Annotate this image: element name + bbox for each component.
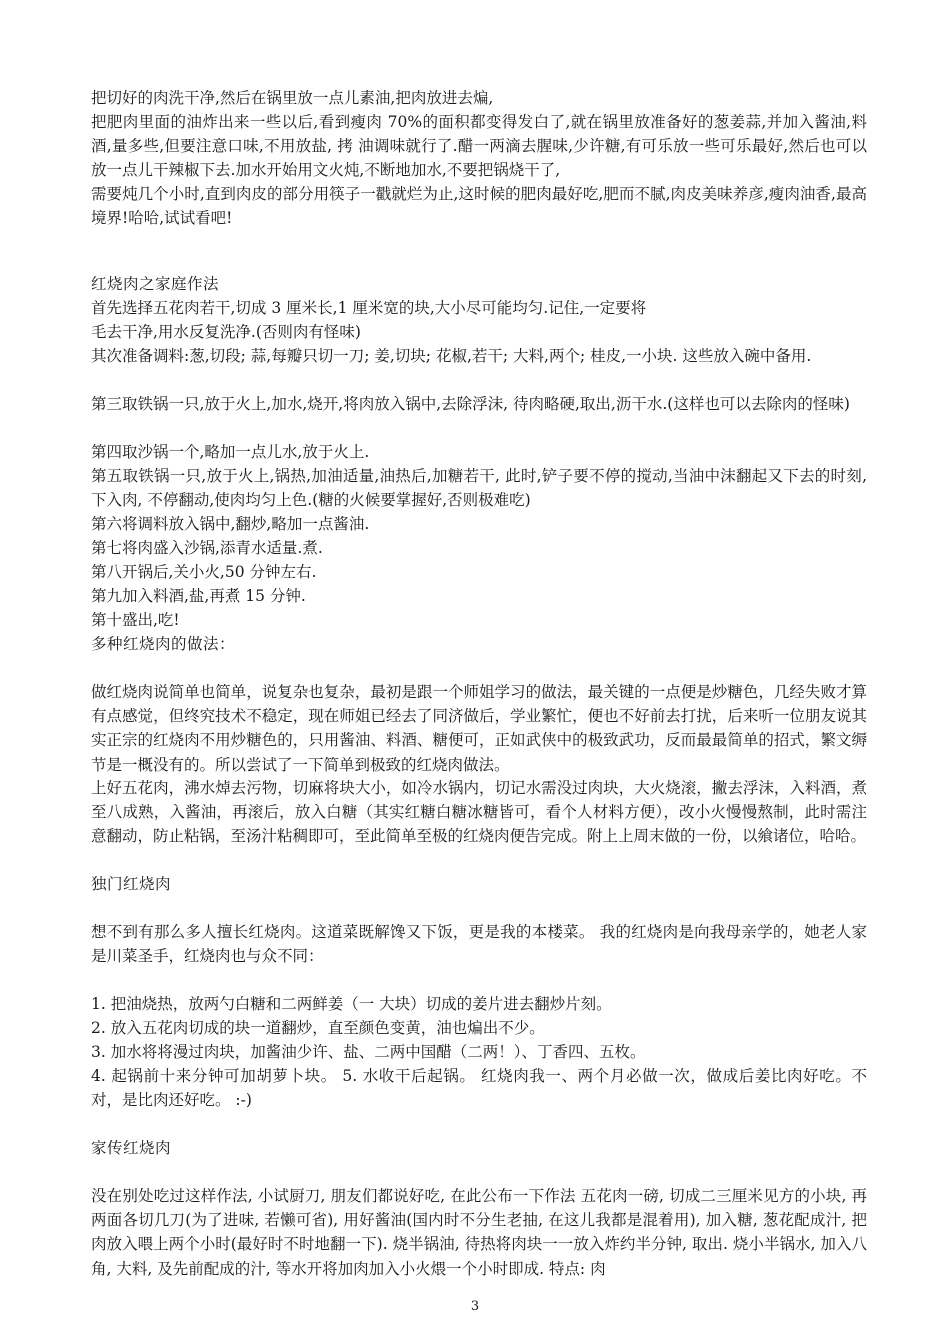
paragraph-wash-meat: 把切好的肉洗干净,然后在锅里放一点儿素油,把肉放进去煸, (91, 89, 494, 107)
page-number: 3 (470, 1299, 480, 1314)
list-item-4-5: 4. 起锅前十来分钟可加胡萝卜块。 5. 水收干后起锅。 红烧肉我一、两个月必做一次，做成后姜比肉好吃。不对，是比肉还好吃。 :-) (91, 1067, 867, 1110)
step-eighth: 第八开锅后,关小火,50 分钟左右. (91, 563, 317, 581)
list-item-3: 3. 加水将将漫过肉块，加酱油少许、盐、二两中国醋（二两！）、丁香四、五枚。 (91, 1043, 646, 1061)
step-tenth: 第十盛出,吃! (91, 611, 180, 629)
paragraph-simple-intro: 做红烧肉说简单也简单，说复杂也复杂，最初是跟一个师姐学习的做法，最关键的一点便是炒糖色，几经失败才算有点感觉，但终究技术不稳定，现在师姐已经去了同济做后，学业繁忙，便也不好前去打扰，后来听一位朋友说其实正宗的红烧肉不用炒糖色的，只用酱油、料酒、糖便可，正如武侠中的极致武功，反而最最简单的招式，繁文缛节是一概没有的。所以尝试了一下简单到极致的红烧肉做法。 (91, 683, 867, 774)
heading-unique-recipe: 独门红烧肉 (91, 875, 172, 893)
heading-various-methods: 多种红烧肉的做法： (91, 635, 236, 653)
paragraph-stew-hours: 需要炖几个小时,直到肉皮的部分用筷子一戳就烂为止,这时候的肥肉最好吃,肥而不腻,肉皮美味养彦,瘦肉油香,最高境界!哈哈,试试看吧! (91, 185, 867, 228)
paragraph-fry-fat: 把肥肉里面的油炸出来一些以后,看到瘦肉 70%的面积都变得发白了,就在锅里放准备好的葱姜蒜,并加入酱油,料酒,量多些,但要注意口味,不用放盐, 拷 油调味就行了.醋一两滴去腥味,少许糖,有可乐放一些可乐最好,然后也可以放一点儿干辣椒下去.加水开始用文火炖,不断地加水,不要把锅烧干了, (91, 113, 867, 180)
step-third: 第三取铁锅一只,放于火上,加水,烧开,将肉放入锅中,去除浮沫, 待肉略硬,取出,沥干水.(这样也可以去除肉的怪味) (91, 395, 850, 413)
step-ninth: 第九加入料酒,盐,再煮 15 分钟. (91, 587, 306, 605)
step-first-cont: 毛去干净,用水反复洗净.(否则肉有怪味) (91, 323, 361, 341)
list-item-2: 2. 放入五花肉切成的块一道翻炒，直至颜色变黄，油也煸出不少。 (91, 1019, 545, 1037)
step-second: 其次准备调料:葱,切段; 蒜,每瓣只切一刀; 姜,切块; 花椒,若干; 大料,两个; 桂皮,一小块. 这些放入碗中备用. (91, 347, 812, 365)
step-first: 首先选择五花肉若干,切成 3 厘米长,1 厘米宽的块,大小尽可能均匀.记住,一定要将 (91, 299, 647, 317)
step-sixth: 第六将调料放入锅中,翻炒,略加一点酱油. (91, 515, 370, 533)
heading-home-style: 红烧肉之家庭作法 (91, 275, 220, 293)
list-item-1: 1. 把油烧热，放两勺白糖和二两鲜姜（一 大块）切成的姜片进去翻炒片刻。 (91, 995, 612, 1013)
step-seventh: 第七将肉盛入沙锅,添青水适量.煮. (91, 539, 323, 557)
paragraph-family-method: 没在别处吃过这样作法, 小试厨刀, 朋友们都说好吃, 在此公布一下作法 五花肉一磅, 切成二三厘米见方的小块, 再两面各切几刀(为了进味, 若懒可省), 用好酱油(国内时不分生老抽, 在这儿我都是混着用), 加入糖, 葱花配成汁, 把肉放入喂上两个小时(最好时不时地翻一下). 烧半锅油, 待热将肉块一一放入炸约半分钟, 取出. 烧小半锅水, 加入八角, 大料, 及先前配成的汁, 等水开将加肉加入小火煨一个小时即成. 特点: 肉 (91, 1187, 867, 1278)
step-fourth: 第四取沙锅一个,略加一点儿水,放于火上. (91, 443, 370, 461)
step-fifth: 第五取铁锅一只,放于火上,锅热,加油适量,油热后,加糖若干, 此时,铲子要不停的搅动,当油中沫翻起又下去的时刻,下入肉, 不停翻动,使肉均匀上色.(糖的火候要掌握好,否则极难吃) (91, 467, 867, 510)
heading-family-recipe: 家传红烧肉 (91, 1139, 172, 1157)
paragraph-unique-intro: 想不到有那么多人擅长红烧肉。这道菜既解馋又下饭，更是我的本楼菜。 我的红烧肉是向我母亲学的，她老人家是川菜圣手，红烧肉也与众不同： (91, 923, 867, 966)
paragraph-simple-method: 上好五花肉，沸水焯去污物，切麻将块大小，如冷水锅内，切记水需没过肉块，大火烧滚，撇去浮沫，入料酒，煮至八成熟，入酱油，再滚后，放入白糖（其实红糖白糖冰糖皆可，看个人材料方便），改小火慢慢熬制，此时需注意翻动，防止粘锅，至汤汁粘稠即可，至此简单至极的红烧肉便告完成。附上上周末做的一份，以飨诸位，哈哈。 (91, 779, 867, 846)
